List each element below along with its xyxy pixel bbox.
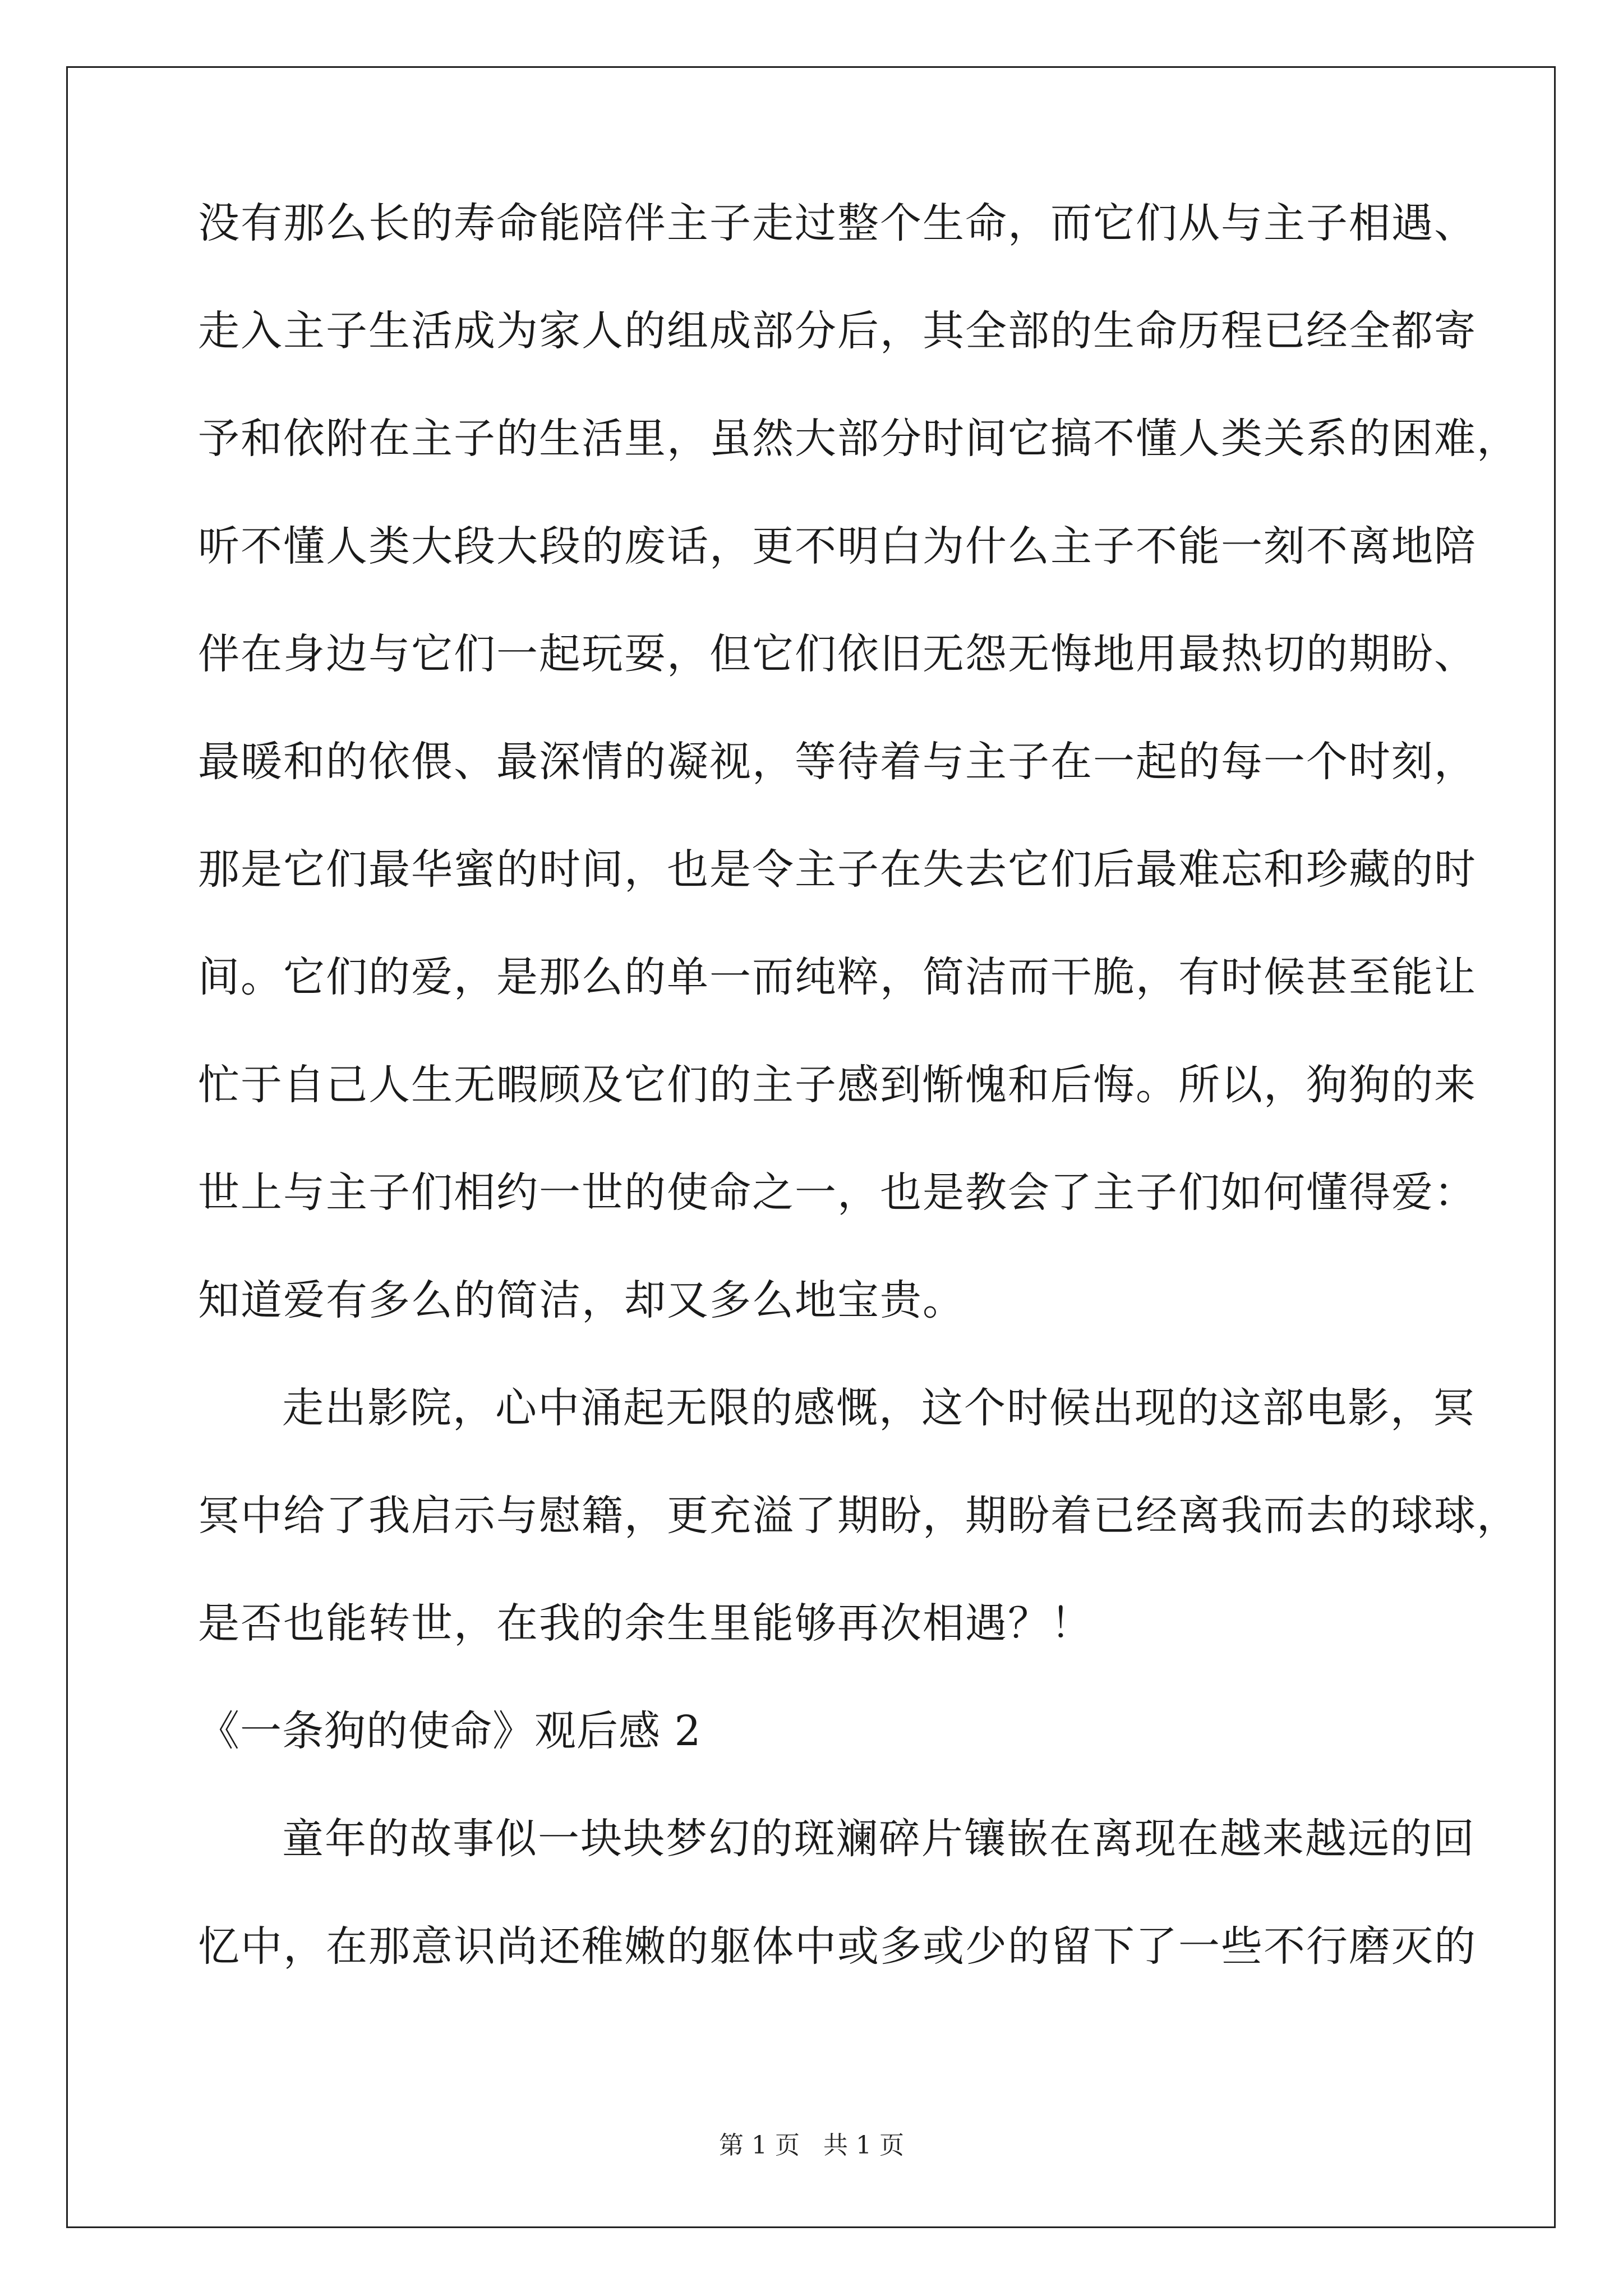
text-line: 那是它们最华蜜的时间，也是令主子在失去它们后最难忘和珍藏的时 [198,845,1477,894]
text-line: 走入主子生活成为家人的组成部分后，其全部的生命历程已经全都寄 [198,307,1477,355]
text-line: 知道爱有多么的简洁，却又多么地宝贵。 [198,1276,965,1324]
text-line: 冥中给了我启示与慰籍，更充溢了期盼，期盼着已经离我而去的球球， [198,1492,1519,1540]
text-line: 世上与主子们相约一世的使命之一，也是教会了主子们如何懂得爱： [198,1168,1477,1217]
text-line: 间。它们的爱，是那么的单一而纯粹，简洁而干脆，有时候甚至能让 [198,953,1477,1001]
text-line: 忙于自己人生无暇顾及它们的主子感到惭愧和后悔。所以，狗狗的来 [198,1061,1477,1109]
text-line: 予和依附在主子的生活里，虽然大部分时间它搞不懂人类关系的困难， [198,415,1519,463]
document-body [198,199,1519,2033]
paragraph-start-line: 走出影院，心中涌起无限的感慨，这个时候出现的这部电影，冥 [282,1384,1476,1432]
text-line: 没有那么长的寿命能陪伴主子走过整个生命，而它们从与主子相遇、 [198,199,1477,247]
text-line: 忆中，在那意识尚还稚嫩的躯体中或多或少的留下了一些不行磨灭的 [198,1922,1477,1971]
page-footer: 第 1 页 共 1 页 [719,2131,904,2160]
text-line: 伴在身边与它们一起玩耍，但它们依旧无怨无悔地用最热切的期盼、 [198,630,1477,678]
text-line: 听不懂人类大段大段的废话，更不明白为什么主子不能一刻不离地陪 [198,522,1477,570]
text-line: 是否也能转世，在我的余生里能够再次相遇？！ [198,1599,1093,1648]
section-heading: 《一条狗的使命》观后感 2 [198,1707,702,1755]
paragraph-start-line: 童年的故事似一块块梦幻的斑斓碎片镶嵌在离现在越来越远的回 [282,1815,1476,1863]
text-line: 最暖和的依偎、最深情的凝视，等待着与主子在一起的每一个时刻， [198,738,1477,786]
